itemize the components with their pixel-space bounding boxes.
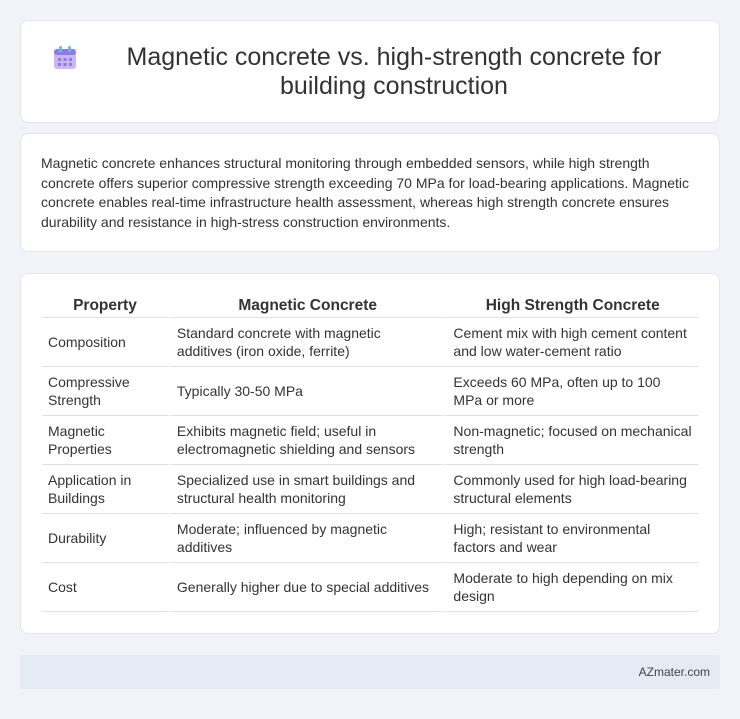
magnetic-cell: Generally higher due to special additives [168,563,445,612]
table-row [42,416,698,465]
table-row [42,514,698,563]
high-strength-cell: Non-magnetic; focused on mechanical strength [444,416,698,465]
high-strength-cell: Cement mix with high cement content and low water-cement ratio [444,318,698,367]
table-row [42,563,698,612]
column-header-magnetic: Magnetic Concrete [168,294,445,318]
magnetic-cell: Typically 30-50 MPa [168,367,445,416]
footer-bar [20,655,720,689]
table-header-row [42,294,698,318]
magnetic-cell: Exhibits magnetic field; useful in electromagnetic shielding and sensors [168,416,445,465]
row-label: Application in Buildings [42,465,168,514]
intro-paragraph: Magnetic concrete enhances structural monitoring through embedded sensors, while high strength concrete offers superior compressive strength exceeding 70 MPa for load-bearing applications. Magnetic concrete enables real-time infrastructure health assessment, whereas high strength concrete ensures durability and resistance in high-stress construction environments. [41,155,689,230]
footer-brand: AZmater.com [638,665,710,679]
column-header-high-strength: High Strength Concrete [444,294,698,318]
magnetic-cell: Moderate; influenced by magnetic additives [168,514,445,563]
row-label: Durability [42,514,168,563]
title-card [20,20,720,123]
calendar-icon [51,44,79,72]
magnetic-cell: Specialized use in smart buildings and structural health monitoring [168,465,445,514]
high-strength-cell: Exceeds 60 MPa, often up to 100 MPa or more [444,367,698,416]
row-label: Magnetic Properties [42,416,168,465]
row-label: Compressive Strength [42,367,168,416]
page-title: Magnetic concrete vs. high-strength concrete for building construction [126,42,662,100]
intro-card [20,133,720,252]
comparison-table [42,294,698,612]
high-strength-cell: Moderate to high depending on mix design [444,563,698,612]
table-row [42,465,698,514]
row-label: Cost [42,563,168,612]
row-label: Composition [42,318,168,367]
comparison-table-card [20,273,720,634]
table-row [42,318,698,367]
high-strength-cell: Commonly used for high load-bearing structural elements [444,465,698,514]
column-header-property: Property [42,294,168,318]
magnetic-cell: Standard concrete with magnetic additives (iron oxide, ferrite) [168,318,445,367]
high-strength-cell: High; resistant to environmental factors and wear [444,514,698,563]
table-row [42,367,698,416]
